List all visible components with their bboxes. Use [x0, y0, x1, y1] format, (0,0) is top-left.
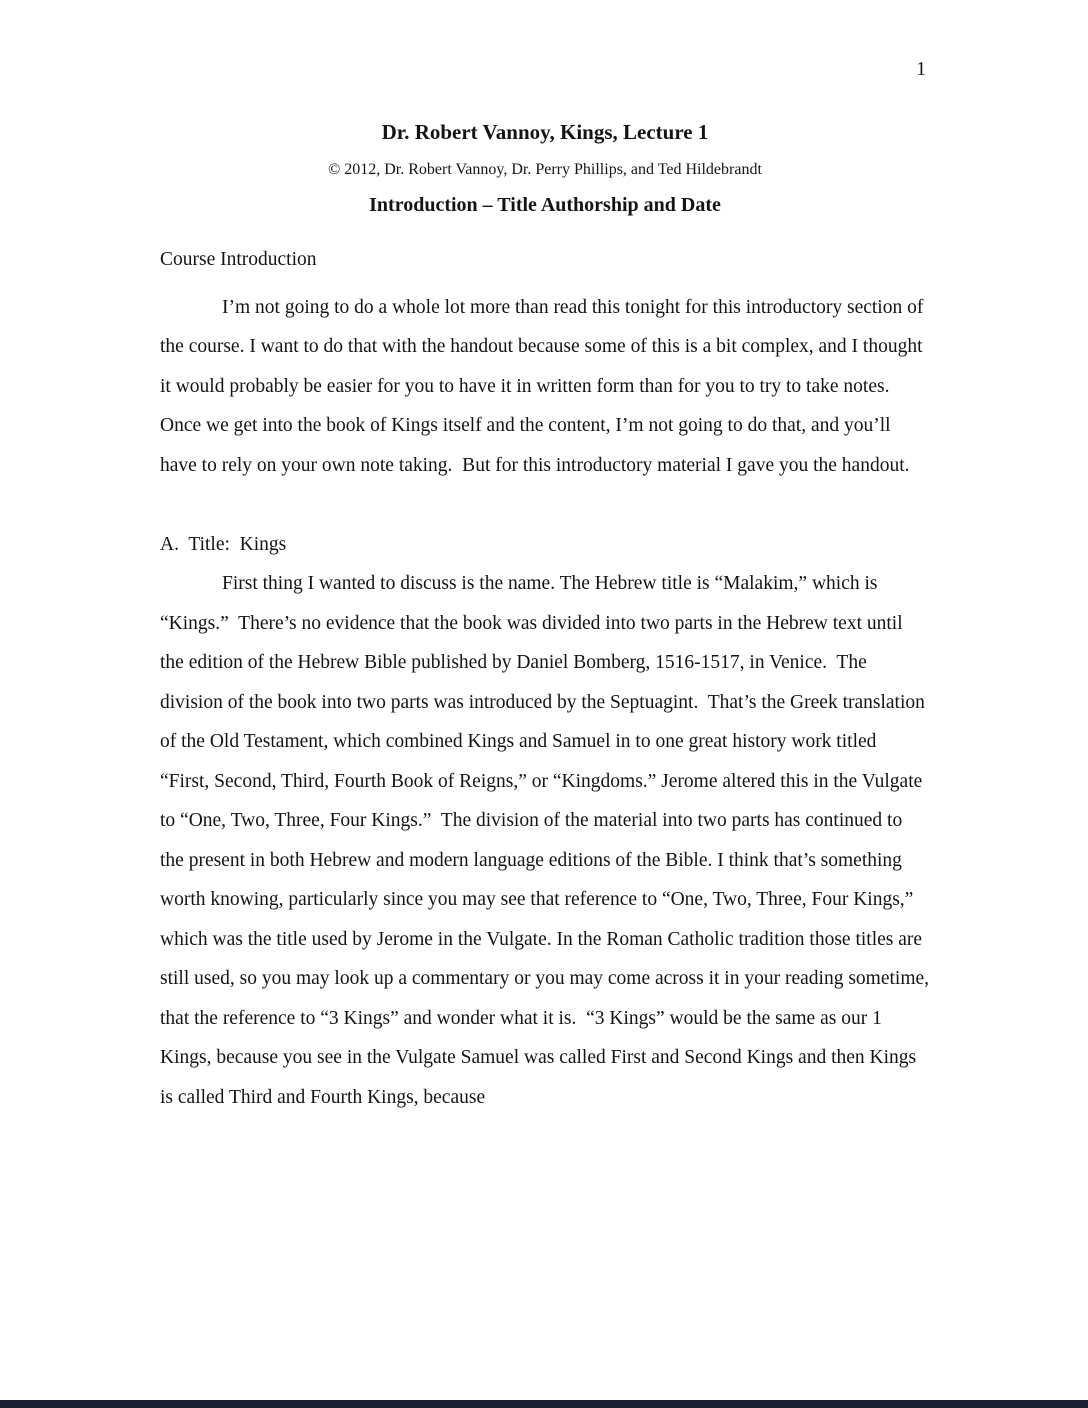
- title-kings-paragraph: First thing I wanted to discuss is the name. The Hebrew title is “Malakim,” which is “Kings.” There’s no evidence that the book was divided into two parts in the Hebrew text until the edition of the Hebrew Bible published by Daniel Bomberg, 1516-1517, in Venice. The division of the book into two parts was introduced by the Septuagint. That’s the Greek translation of the Old Testament, which combined Kings and Samuel in to one great history work titled “First, Second, Third, Fourth Book of Reigns,” or “Kingdoms.” Jerome altered this in the Vulgate to “One, Two, Three, Four Kings.” The division of the material into two parts has continued to the present in both Hebrew and modern language editions of the Bible. I think that’s something worth knowing, particularly since you may see that reference to “One, Two, Three, Four Kings,” which was the title used by Jerome in the Vulgate. In the Roman Catholic tradition those titles are still used, so you may look up a commentary or you may come across it in your reading sometime, that the reference to “3 Kings” and wonder what it is. “3 Kings” would be the same as our 1 Kings, because you see in the Vulgate Samuel was called First and Second Kings and then Kings is called Third and Fourth Kings, because: [160, 573, 934, 1108]
- lecture-title: Dr. Robert Vannoy, Kings, Lecture 1: [381, 120, 709, 144]
- lecture-subtitle: Introduction – Title Authorship and Date: [369, 194, 721, 216]
- course-introduction-heading: Course Introduction: [160, 249, 317, 270]
- page-bottom-edge: [0, 1400, 1088, 1408]
- copyright-line: © 2012, Dr. Robert Vannoy, Dr. Perry Phillips, and Ted Hildebrandt: [328, 161, 762, 178]
- intro-paragraph: I’m not going to do a whole lot more than read this tonight for this introductory section of the course. I want to do that with the handout because some of this is a bit complex, and I thought it would probably be easier for you to have it in written form than for you to try to take notes. Once we get into the book of Kings itself and the content, I’m not going to do that, and you’ll have to rely on your own note taking. But for this introductory material I gave you the handout.: [160, 296, 929, 476]
- section-a-heading: A. Title: Kings: [160, 533, 287, 555]
- page-number: 1: [916, 59, 926, 80]
